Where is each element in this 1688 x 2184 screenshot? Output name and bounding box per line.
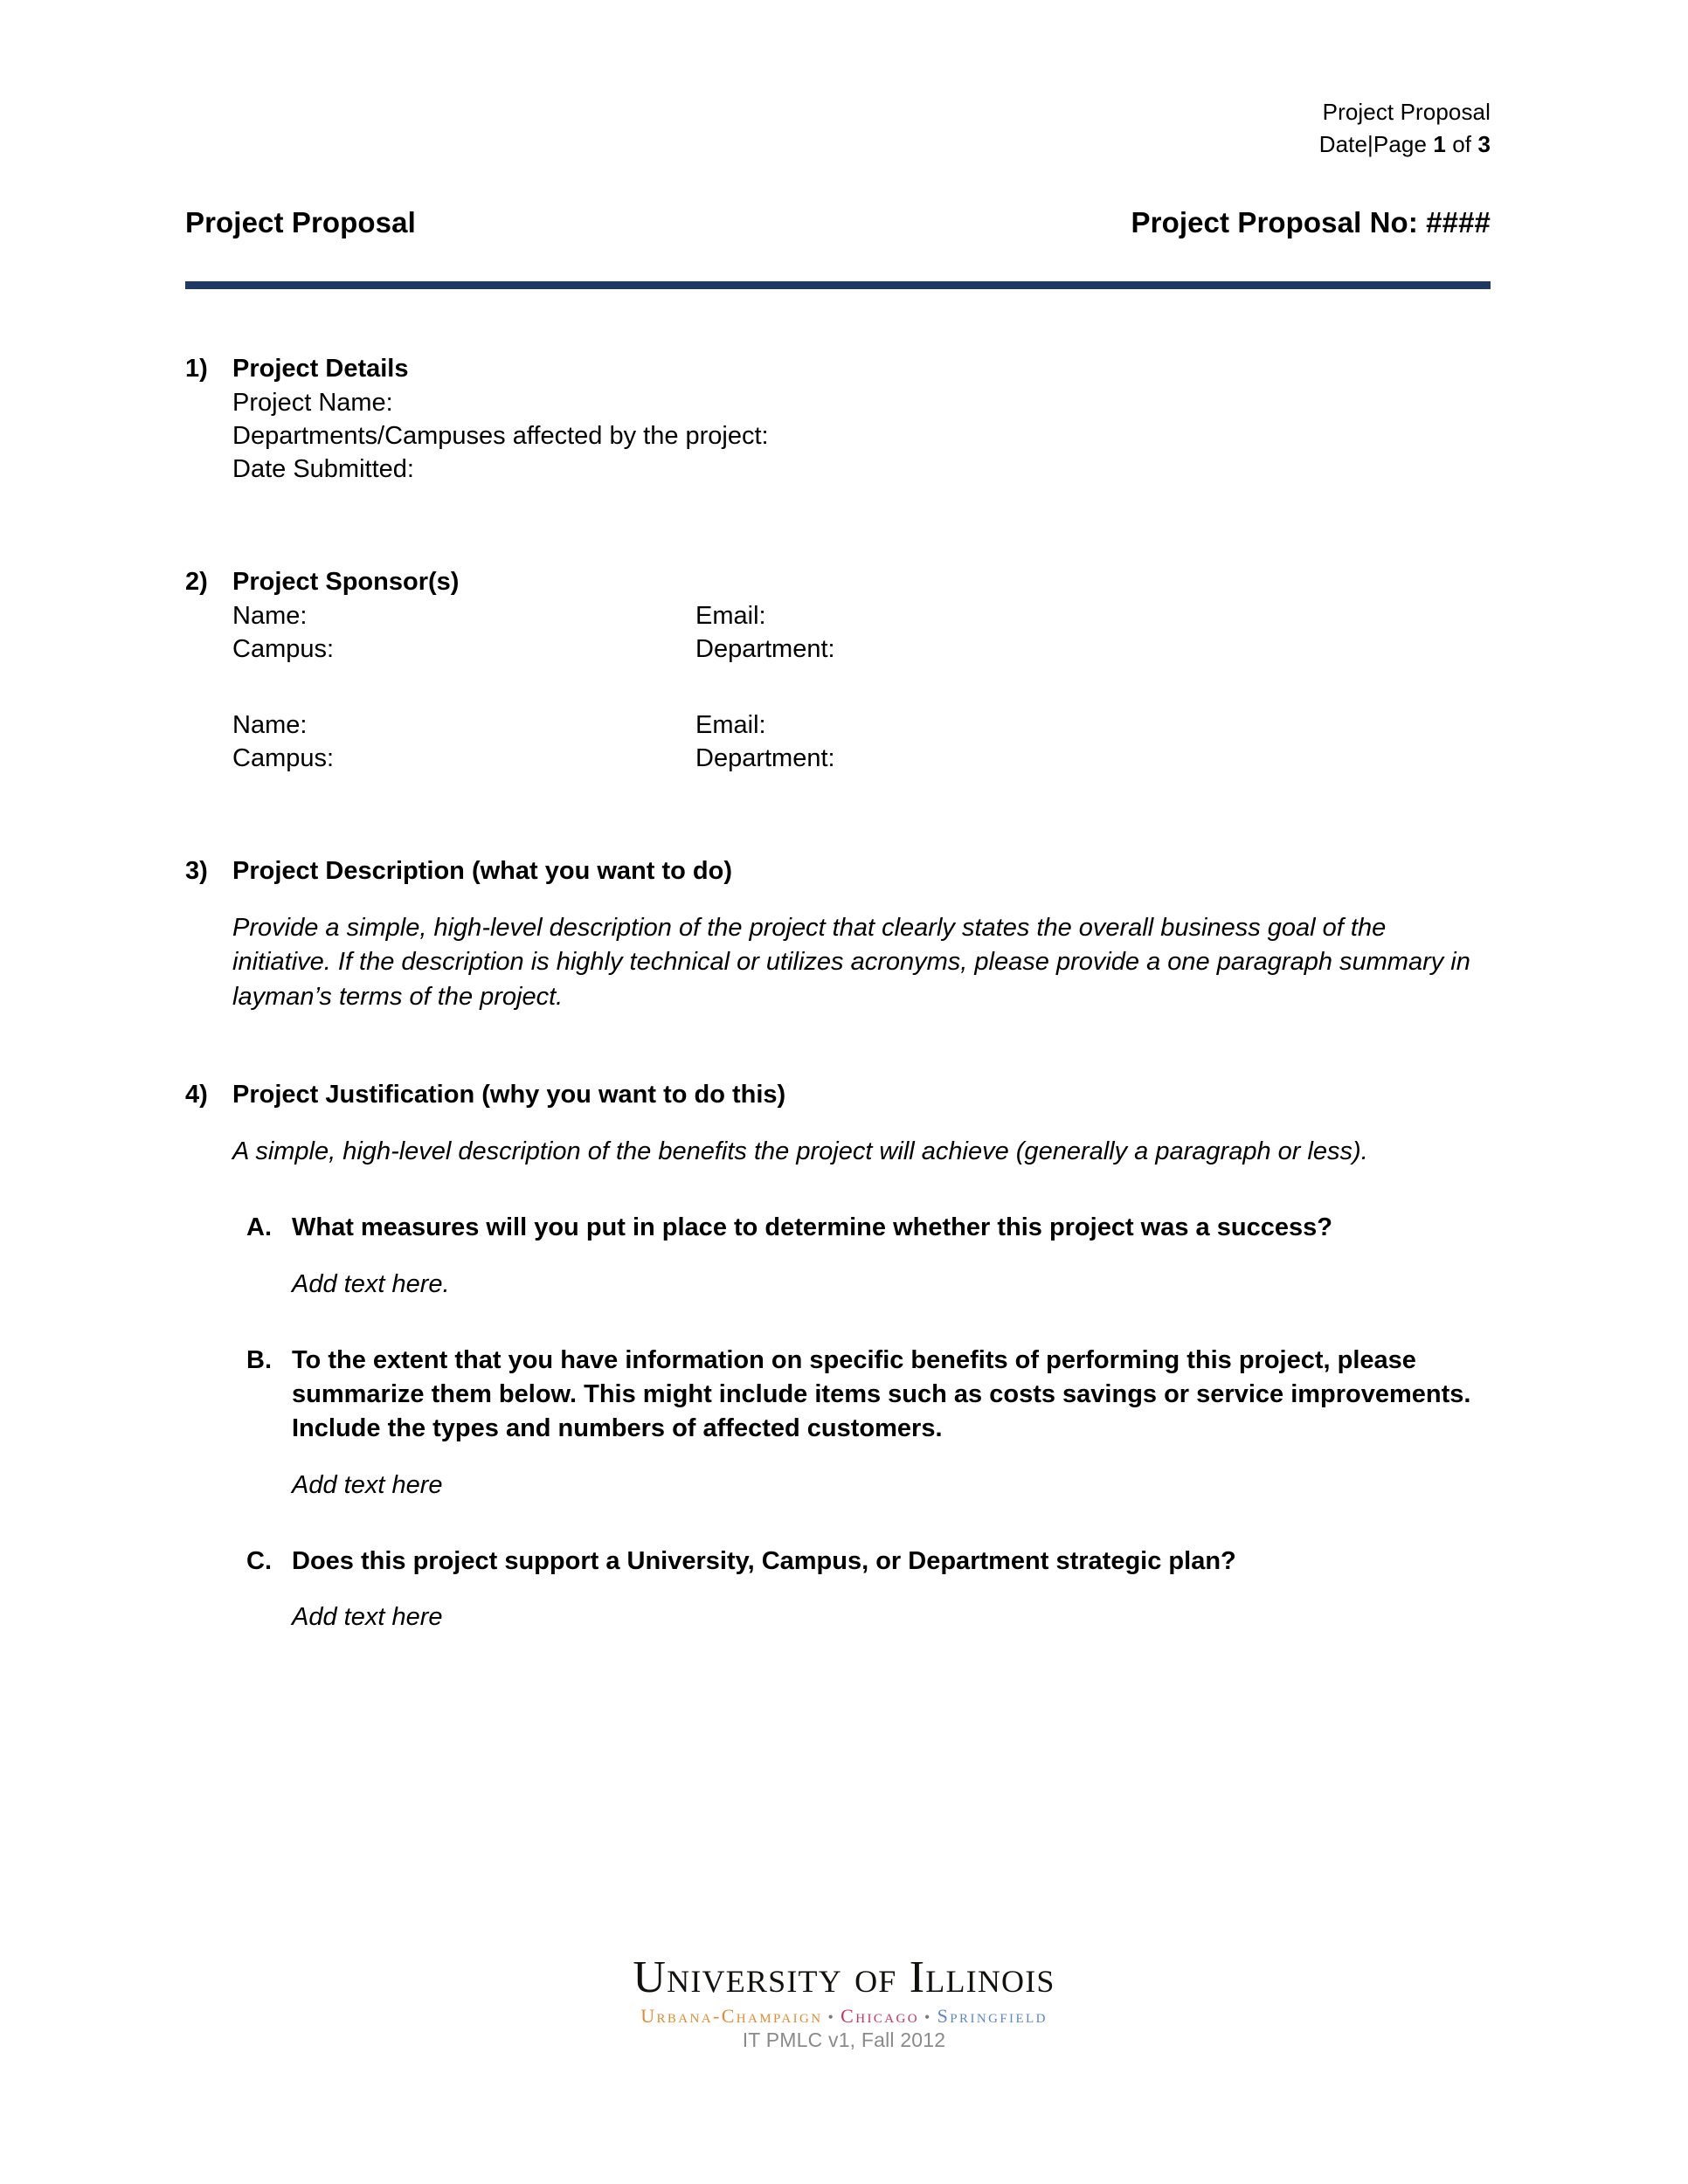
field-departments-campuses: Departments/Campuses affected by the project: bbox=[232, 421, 769, 450]
sponsor-block-1 bbox=[232, 599, 1491, 667]
section-project-justification bbox=[185, 1079, 1491, 1635]
section-2-title: Project Sponsor(s) bbox=[232, 568, 460, 597]
campus-separator-icon: • bbox=[924, 2008, 932, 2026]
campus-springfield: Springfield bbox=[937, 2005, 1048, 2027]
section-4-number: 4) bbox=[185, 1081, 208, 1109]
document-body bbox=[185, 353, 1491, 1635]
subitem-b-question: To the extent that you have information on specific benefits of performing this project, please summarize them below. This might include items such as costs savings or service improvements. Include the types and numbers of affected customers. bbox=[292, 1346, 1471, 1442]
header-page-total: 3 bbox=[1477, 130, 1491, 157]
header-page-prefix: Date|Page bbox=[1318, 130, 1434, 157]
sponsor-2-department-label: Department: bbox=[695, 743, 835, 772]
sponsor-1-row-name bbox=[232, 599, 1491, 632]
section-project-details bbox=[185, 353, 1491, 486]
section-1-title: Project Details bbox=[232, 355, 409, 383]
campus-chicago: Chicago bbox=[841, 2005, 919, 2027]
spacer bbox=[185, 1503, 1491, 1545]
document-title: Project Proposal bbox=[185, 206, 416, 238]
subitem-a bbox=[246, 1211, 1491, 1245]
sponsor-1-campus-label: Campus: bbox=[232, 635, 335, 664]
spacer bbox=[185, 1169, 1491, 1211]
spacer bbox=[185, 775, 1491, 855]
sponsor-block-2 bbox=[232, 708, 1491, 776]
header-page-current: 1 bbox=[1433, 130, 1446, 157]
campus-urbana-champaign: Urbana-Champaign bbox=[640, 2005, 823, 2027]
subitem-a-question: What measures will you put in place to determine whether this project was a success? bbox=[292, 1213, 1332, 1242]
sponsor-1-email-label: Email: bbox=[695, 602, 766, 631]
sponsor-1-row-campus bbox=[232, 632, 1491, 666]
sponsor-2-row-campus bbox=[232, 742, 1491, 775]
sponsor-1-name-label: Name: bbox=[232, 602, 308, 631]
section-3-title: Project Description (what you want to do) bbox=[232, 857, 732, 886]
header-doc-label: Project Proposal bbox=[1322, 99, 1491, 125]
section-2-sponsors bbox=[232, 599, 1491, 775]
section-4-title: Project Justification (why you want to do this) bbox=[232, 1081, 786, 1109]
section-2-number: 2) bbox=[185, 568, 208, 597]
spacer bbox=[185, 1578, 1491, 1600]
spacer bbox=[185, 1245, 1491, 1268]
running-header bbox=[185, 96, 1491, 161]
section-project-sponsors bbox=[185, 566, 1491, 775]
section-1-fields bbox=[232, 386, 1491, 487]
section-3-instruction-text: Provide a simple, high-level description of the project that clearly states the overall business goal of the initiative. If the description is highly technical or utilizes acronyms, please provide a one paragraph summary in layman’s terms of the project. bbox=[232, 913, 1470, 1011]
subitem-b-answer[interactable]: Add text here bbox=[292, 1470, 443, 1499]
subitem-a-letter: A. bbox=[246, 1213, 272, 1242]
section-1-number: 1) bbox=[185, 355, 208, 383]
campus-list bbox=[0, 2007, 1688, 2026]
subitem-c-answer[interactable]: Add text here bbox=[292, 1603, 443, 1632]
field-date-submitted: Date Submitted: bbox=[232, 455, 414, 484]
spacer bbox=[185, 1112, 1491, 1135]
section-1-heading bbox=[185, 353, 1491, 386]
sponsor-2-row-name bbox=[232, 708, 1491, 742]
page-footer bbox=[0, 1952, 1688, 2052]
field-project-name: Project Name: bbox=[232, 388, 393, 417]
title-band bbox=[185, 206, 1491, 239]
header-page-mid: of bbox=[1445, 130, 1478, 157]
sponsor-2-name-label: Name: bbox=[232, 710, 308, 739]
spacer bbox=[185, 1302, 1491, 1344]
footer-version-note: IT PMLC v1, Fall 2012 bbox=[742, 2028, 946, 2051]
spacer bbox=[185, 888, 1491, 911]
university-of-illinois-logo: University of Illinois bbox=[633, 1952, 1055, 2002]
section-4-body-wrap bbox=[232, 1135, 1491, 1169]
subitem-c bbox=[246, 1545, 1491, 1579]
sponsor-2-campus-label: Campus: bbox=[232, 743, 335, 772]
sponsor-2-email-label: Email: bbox=[695, 710, 766, 739]
header-page-indicator bbox=[185, 128, 1491, 161]
proposal-number: Project Proposal No: #### bbox=[1131, 206, 1491, 238]
spacer bbox=[185, 1446, 1491, 1469]
spacer bbox=[185, 1014, 1491, 1079]
spacer bbox=[232, 667, 1491, 708]
section-4-instruction-text: A simple, high-level description of the benefits the project will achieve (generally a paragraph or less). bbox=[232, 1137, 1368, 1165]
title-divider-rule bbox=[185, 281, 1491, 289]
spacer bbox=[185, 486, 1491, 566]
section-project-description bbox=[185, 855, 1491, 1014]
subitem-b-letter: B. bbox=[246, 1346, 272, 1375]
subitem-c-question: Does this project support a University, Campus, or Department strategic plan? bbox=[292, 1546, 1236, 1575]
section-3-body-wrap bbox=[232, 911, 1491, 1014]
sponsor-1-department-label: Department: bbox=[695, 635, 835, 664]
subitem-a-answer[interactable]: Add text here. bbox=[292, 1270, 450, 1299]
section-3-number: 3) bbox=[185, 857, 208, 886]
subitem-b bbox=[246, 1344, 1491, 1446]
campus-separator-icon: • bbox=[827, 2008, 836, 2026]
section-3-heading bbox=[185, 855, 1491, 888]
section-2-heading bbox=[185, 566, 1491, 599]
subitem-c-letter: C. bbox=[246, 1546, 272, 1575]
section-4-heading bbox=[185, 1079, 1491, 1112]
